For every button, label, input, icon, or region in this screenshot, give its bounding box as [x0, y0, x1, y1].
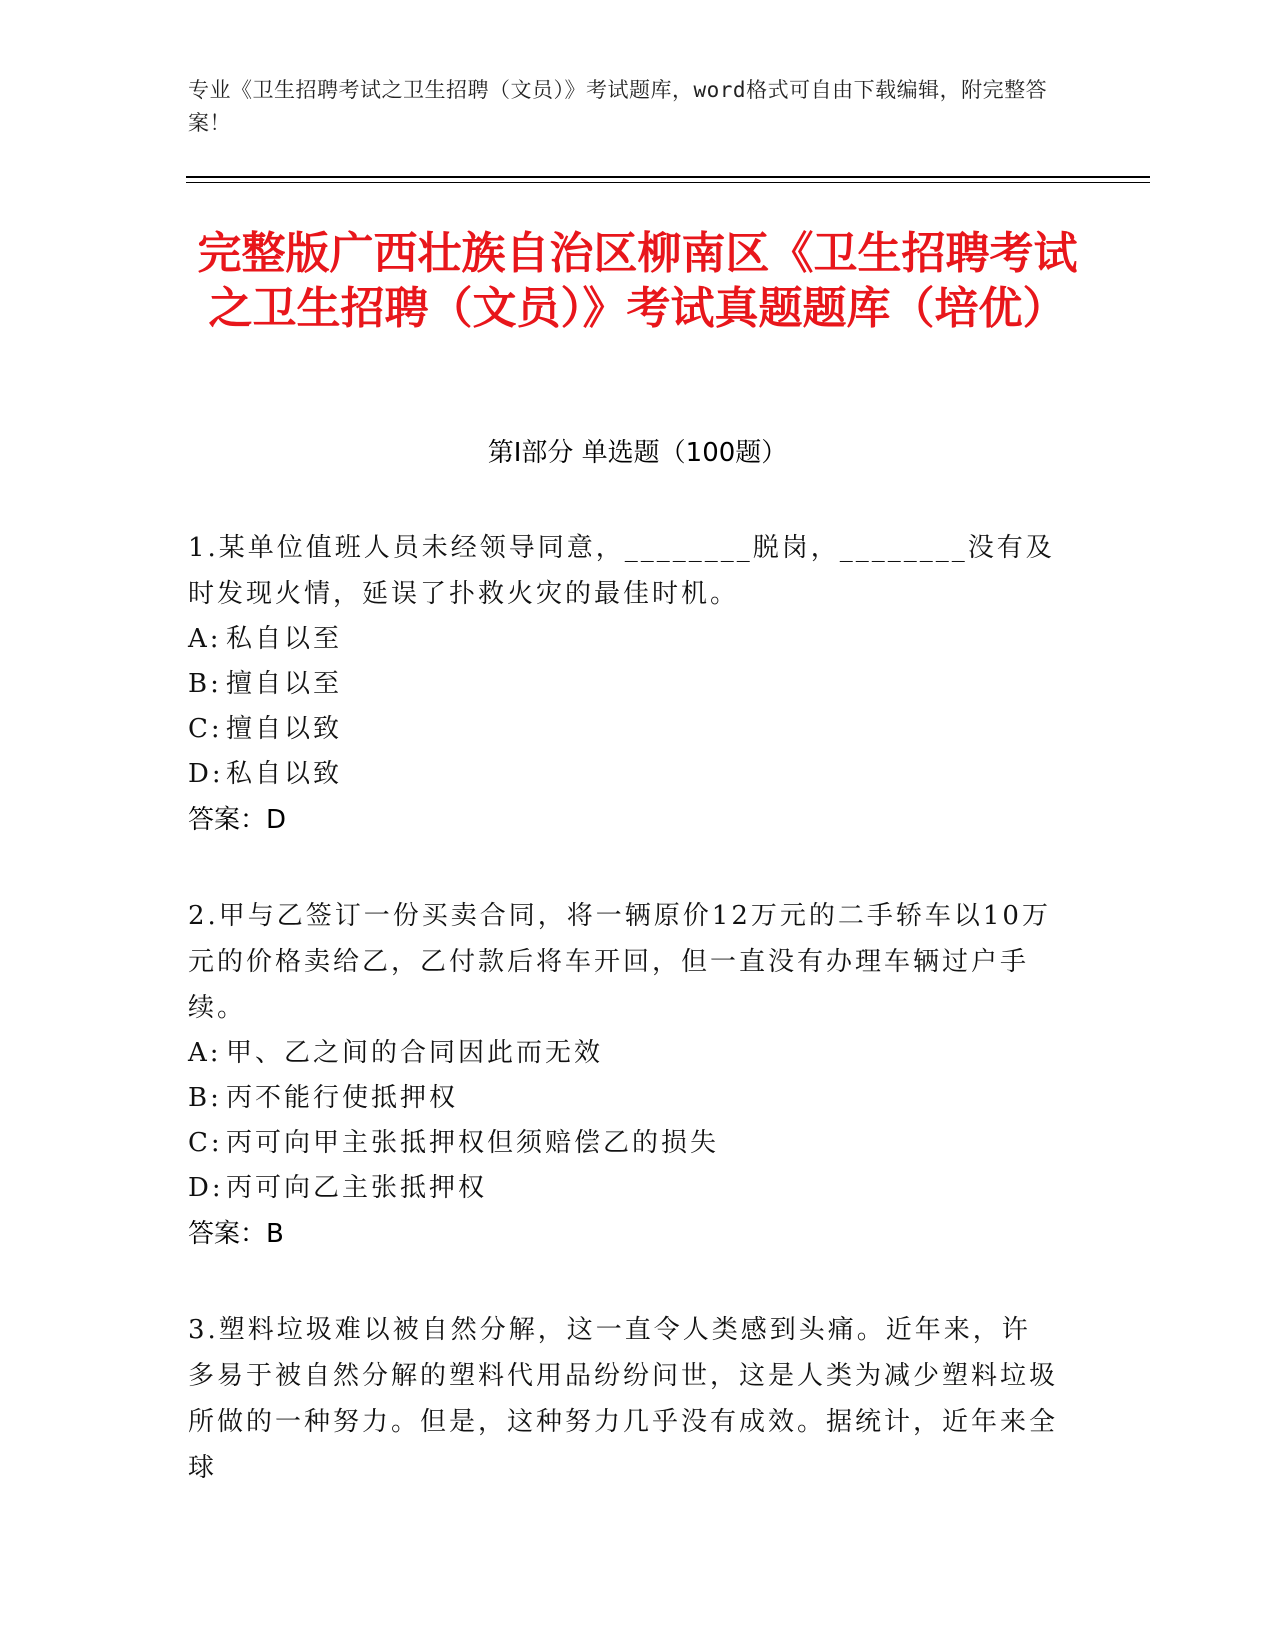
option-a: [188, 1031, 1058, 1076]
option-d: [188, 752, 1058, 797]
question-1: [188, 525, 1058, 843]
option-key: A:: [188, 624, 222, 654]
header-rule-thick: [186, 176, 1150, 178]
option-text: 丙可向乙主张抵押权: [226, 1173, 488, 1203]
option-b: [188, 662, 1058, 707]
option-key: A:: [188, 1038, 222, 1068]
question-stem: 2.甲与乙签订一份买卖合同，将一辆原价12万元的二手轿车以10万元的价格卖给乙，乙付款后将车开回，但一直没有办理车辆过户手续。: [188, 901, 1051, 1023]
option-text: 丙可向甲主张抵押权但须赔偿乙的损失: [226, 1128, 720, 1158]
question-list: [188, 525, 1058, 1541]
question-2: [188, 893, 1058, 1257]
option-c: [188, 1121, 1058, 1166]
option-text: 丙不能行使抵押权: [226, 1083, 459, 1113]
header-note: 专业《卫生招聘考试之卫生招聘（文员）》考试题库，word格式可自由下载编辑，附完整答案！: [188, 78, 1048, 135]
answer-line: 答案：D: [188, 805, 287, 835]
option-text: 私自以致: [226, 759, 343, 789]
option-key: D:: [188, 759, 224, 789]
document-title: 完整版广西壮族自治区柳南区《卫生招聘考试之卫生招聘（文员）》考试真题题库（培优）: [197, 228, 1078, 334]
option-text: 私自以至: [226, 624, 343, 654]
option-text: 甲、乙之间的合同因此而无效: [226, 1038, 604, 1068]
option-text: 擅自以致: [226, 714, 343, 744]
option-text: 擅自以至: [226, 669, 343, 699]
option-key: D:: [188, 1173, 224, 1203]
option-d: [188, 1166, 1058, 1211]
option-key: C:: [188, 1128, 223, 1158]
option-key: C:: [188, 714, 223, 744]
question-3: [188, 1307, 1058, 1491]
option-key: B:: [188, 669, 222, 699]
option-key: B:: [188, 1083, 222, 1113]
question-stem: 1.某单位值班人员未经领导同意，________脱岗，________没有及时发现火情，延误了扑救火灾的最佳时机。: [188, 533, 1055, 609]
option-a: [188, 617, 1058, 662]
section-title: 第I部分 单选题（100题）: [487, 438, 788, 468]
option-b: [188, 1076, 1058, 1121]
question-stem: 3.塑料垃圾难以被自然分解，这一直令人类感到头痛。近年来，许多易于被自然分解的塑料代用品纷纷问世，这是人类为减少塑料垃圾所做的一种努力。但是，这种努力几乎没有成效。据统计，近年来全球: [188, 1315, 1059, 1483]
header-rule-thin: [186, 182, 1150, 183]
option-c: [188, 707, 1058, 752]
answer-line: 答案：B: [188, 1219, 284, 1249]
